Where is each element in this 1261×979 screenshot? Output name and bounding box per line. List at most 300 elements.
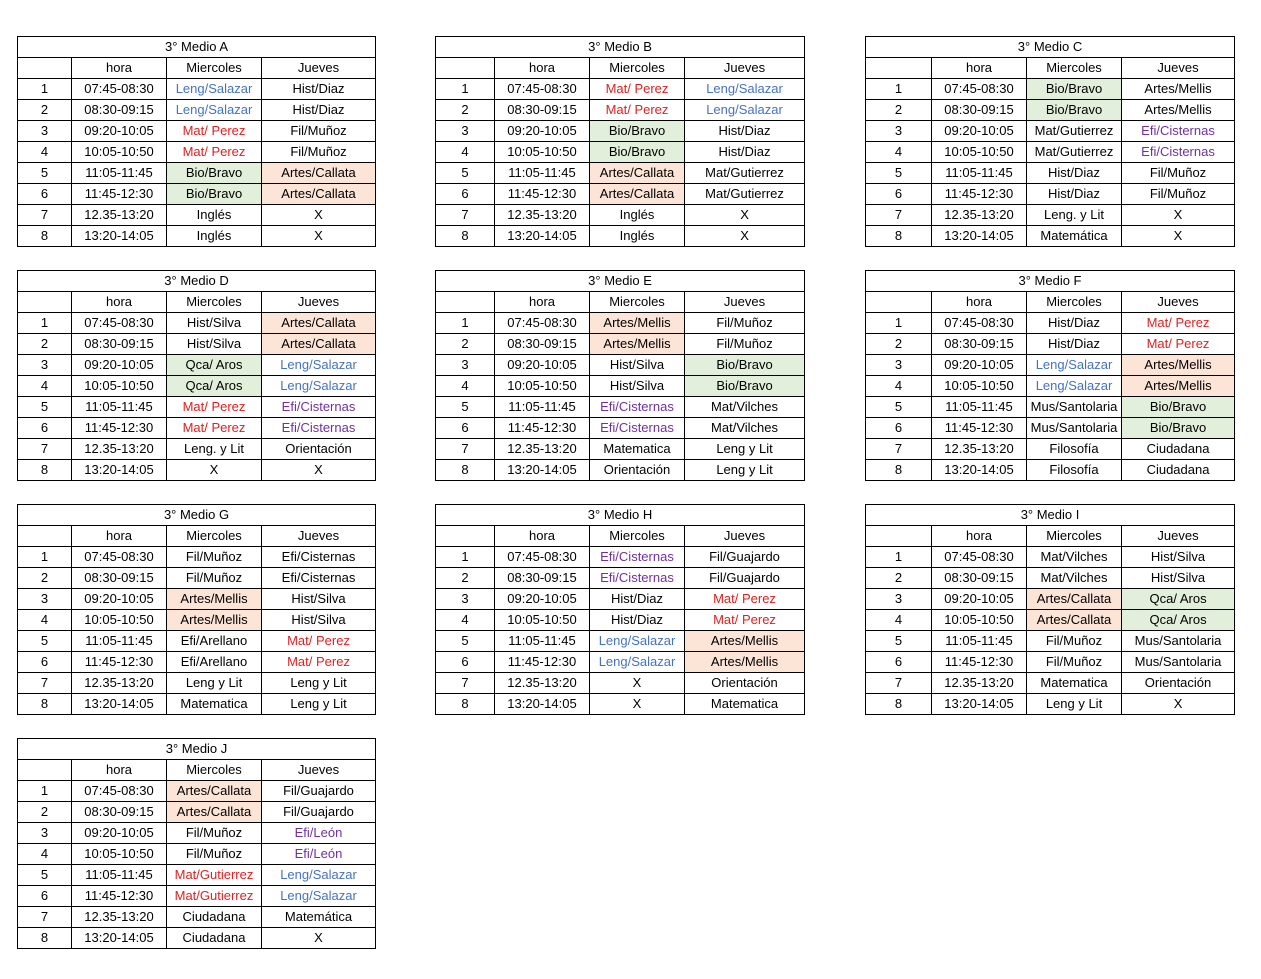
wednesday-class: X xyxy=(590,673,685,694)
wednesday-class: Mus/Santolaria xyxy=(1027,397,1122,418)
header-num xyxy=(18,292,72,313)
period-number: 4 xyxy=(436,376,495,397)
table-row xyxy=(18,121,376,142)
table-row xyxy=(18,823,376,844)
period-number: 3 xyxy=(436,589,495,610)
time-slot: 09:20-10:05 xyxy=(932,589,1027,610)
time-slot: 11:05-11:45 xyxy=(932,631,1027,652)
period-number: 5 xyxy=(18,865,72,886)
header-num xyxy=(866,526,932,547)
wednesday-class: Mat/ Perez xyxy=(167,418,262,439)
period-number: 4 xyxy=(18,610,72,631)
time-slot: 08:30-09:15 xyxy=(495,334,590,355)
time-slot: 11:05-11:45 xyxy=(932,163,1027,184)
period-number: 3 xyxy=(18,589,72,610)
thursday-class: X xyxy=(262,460,376,481)
table-row xyxy=(866,652,1235,673)
period-number: 8 xyxy=(436,460,495,481)
header-hora: hora xyxy=(72,58,167,79)
table-row xyxy=(436,631,805,652)
period-number: 5 xyxy=(866,163,932,184)
time-slot: 08:30-09:15 xyxy=(72,334,167,355)
header-miercoles: Miercoles xyxy=(167,760,262,781)
period-number: 1 xyxy=(866,313,932,334)
wednesday-class: Leng y Lit xyxy=(167,673,262,694)
time-slot: 10:05-10:50 xyxy=(72,610,167,631)
table-row xyxy=(866,568,1235,589)
wednesday-class: Leng/Salazar xyxy=(1027,355,1122,376)
thursday-class: Efi/León xyxy=(262,844,376,865)
wednesday-class: X xyxy=(590,694,685,715)
table-row xyxy=(18,865,376,886)
header-hora: hora xyxy=(932,292,1027,313)
thursday-class: Mat/ Perez xyxy=(262,652,376,673)
thursday-class: Bio/Bravo xyxy=(1122,418,1235,439)
wednesday-class: Efi/Cisternas xyxy=(590,568,685,589)
wednesday-class: Bio/Bravo xyxy=(167,184,262,205)
period-number: 1 xyxy=(436,547,495,568)
wednesday-class: Hist/Silva xyxy=(167,334,262,355)
time-slot: 07:45-08:30 xyxy=(495,313,590,334)
table-row xyxy=(18,781,376,802)
schedule-table xyxy=(435,36,805,247)
wednesday-class: Mat/ Perez xyxy=(590,100,685,121)
period-number: 7 xyxy=(18,673,72,694)
table-row xyxy=(18,886,376,907)
time-slot: 09:20-10:05 xyxy=(932,121,1027,142)
time-slot: 12.35-13:20 xyxy=(72,205,167,226)
thursday-class: Efi/Cisternas xyxy=(262,397,376,418)
thursday-class: Artes/Mellis xyxy=(1122,79,1235,100)
wednesday-class: Artes/Callata xyxy=(590,184,685,205)
header-row xyxy=(866,526,1235,547)
wednesday-class: Filosofía xyxy=(1027,460,1122,481)
table-row xyxy=(18,184,376,205)
thursday-class: X xyxy=(262,205,376,226)
period-number: 6 xyxy=(436,418,495,439)
time-slot: 08:30-09:15 xyxy=(72,568,167,589)
time-slot: 10:05-10:50 xyxy=(72,376,167,397)
table-row xyxy=(436,547,805,568)
period-number: 2 xyxy=(18,100,72,121)
thursday-class: X xyxy=(1122,694,1235,715)
table-row xyxy=(436,376,805,397)
time-slot: 13:20-14:05 xyxy=(932,694,1027,715)
table-row xyxy=(866,673,1235,694)
wednesday-class: Inglés xyxy=(167,226,262,247)
period-number: 1 xyxy=(436,313,495,334)
thursday-class: X xyxy=(262,928,376,949)
period-number: 1 xyxy=(436,79,495,100)
table-row xyxy=(436,589,805,610)
thursday-class: Leng/Salazar xyxy=(262,865,376,886)
time-slot: 10:05-10:50 xyxy=(932,610,1027,631)
time-slot: 08:30-09:15 xyxy=(932,100,1027,121)
thursday-class: Artes/Mellis xyxy=(1122,100,1235,121)
period-number: 6 xyxy=(436,652,495,673)
wednesday-class: Hist/Diaz xyxy=(1027,184,1122,205)
time-slot: 11:45-12:30 xyxy=(932,652,1027,673)
thursday-class: Bio/Bravo xyxy=(685,355,805,376)
thursday-class: X xyxy=(1122,205,1235,226)
table-row xyxy=(18,547,376,568)
thursday-class: Fil/Muñoz xyxy=(685,313,805,334)
table-title: 3° Medio E xyxy=(436,271,805,292)
schedule-table xyxy=(17,738,376,949)
table-row xyxy=(18,100,376,121)
schedule-table xyxy=(435,270,805,481)
wednesday-class: Leng/Salazar xyxy=(590,631,685,652)
wednesday-class: Qca/ Aros xyxy=(167,355,262,376)
thursday-class: Orientación xyxy=(685,673,805,694)
header-num xyxy=(18,58,72,79)
table-row xyxy=(866,376,1235,397)
period-number: 3 xyxy=(866,121,932,142)
time-slot: 13:20-14:05 xyxy=(72,928,167,949)
thursday-class: Hist/Diaz xyxy=(262,79,376,100)
table-row xyxy=(866,418,1235,439)
wednesday-class: Leng/Salazar xyxy=(590,652,685,673)
table-row xyxy=(436,418,805,439)
wednesday-class: Orientación xyxy=(590,460,685,481)
table-row xyxy=(866,121,1235,142)
period-number: 5 xyxy=(18,631,72,652)
wednesday-class: Artes/Mellis xyxy=(590,334,685,355)
thursday-class: Leng y Lit xyxy=(262,673,376,694)
time-slot: 09:20-10:05 xyxy=(72,823,167,844)
wednesday-class: Ciudadana xyxy=(167,928,262,949)
table-row xyxy=(436,397,805,418)
table-row xyxy=(18,673,376,694)
schedule-table xyxy=(17,270,376,481)
time-slot: 11:05-11:45 xyxy=(495,163,590,184)
period-number: 6 xyxy=(18,418,72,439)
table-title: 3° Medio G xyxy=(18,505,376,526)
wednesday-class: Fil/Muñoz xyxy=(167,823,262,844)
period-number: 1 xyxy=(18,313,72,334)
table-row xyxy=(866,163,1235,184)
time-slot: 12.35-13:20 xyxy=(495,673,590,694)
table-row xyxy=(866,460,1235,481)
table-row xyxy=(18,568,376,589)
time-slot: 11:05-11:45 xyxy=(72,865,167,886)
table-row xyxy=(436,610,805,631)
time-slot: 12.35-13:20 xyxy=(932,673,1027,694)
table-row xyxy=(18,439,376,460)
wednesday-class: Efi/Cisternas xyxy=(590,547,685,568)
time-slot: 10:05-10:50 xyxy=(495,610,590,631)
thursday-class: Mat/Vilches xyxy=(685,397,805,418)
thursday-class: Artes/Mellis xyxy=(685,631,805,652)
period-number: 3 xyxy=(866,589,932,610)
table-row xyxy=(436,334,805,355)
thursday-class: Fil/Muñoz xyxy=(1122,163,1235,184)
wednesday-class: Hist/Silva xyxy=(590,355,685,376)
period-number: 8 xyxy=(866,226,932,247)
table-title: 3° Medio I xyxy=(866,505,1235,526)
table-row xyxy=(18,376,376,397)
period-number: 8 xyxy=(866,460,932,481)
wednesday-class: Matemática xyxy=(1027,226,1122,247)
time-slot: 13:20-14:05 xyxy=(72,226,167,247)
wednesday-class: Leng. y Lit xyxy=(167,439,262,460)
period-number: 8 xyxy=(866,694,932,715)
wednesday-class: Artes/Mellis xyxy=(167,589,262,610)
thursday-class: Ciudadana xyxy=(1122,460,1235,481)
thursday-class: Mat/ Perez xyxy=(685,610,805,631)
thursday-class: Fil/Guajardo xyxy=(685,568,805,589)
time-slot: 12.35-13:20 xyxy=(72,673,167,694)
thursday-class: Hist/Diaz xyxy=(685,142,805,163)
thursday-class: Efi/Cisternas xyxy=(1122,142,1235,163)
header-row xyxy=(18,292,376,313)
thursday-class: Ciudadana xyxy=(1122,439,1235,460)
header-hora: hora xyxy=(72,292,167,313)
wednesday-class: Hist/Silva xyxy=(590,376,685,397)
time-slot: 11:05-11:45 xyxy=(72,163,167,184)
time-slot: 11:45-12:30 xyxy=(495,418,590,439)
header-num xyxy=(866,58,932,79)
period-number: 6 xyxy=(18,652,72,673)
table-row xyxy=(436,121,805,142)
header-jueves: Jueves xyxy=(262,292,376,313)
wednesday-class: Fil/Muñoz xyxy=(167,547,262,568)
header-jueves: Jueves xyxy=(685,292,805,313)
time-slot: 08:30-09:15 xyxy=(932,334,1027,355)
wednesday-class: Leng/Salazar xyxy=(167,79,262,100)
period-number: 5 xyxy=(866,631,932,652)
wednesday-class: Hist/Diaz xyxy=(590,589,685,610)
header-hora: hora xyxy=(932,526,1027,547)
wednesday-class: Artes/Callata xyxy=(167,802,262,823)
wednesday-class: Artes/Mellis xyxy=(590,313,685,334)
time-slot: 13:20-14:05 xyxy=(495,694,590,715)
thursday-class: Mat/ Perez xyxy=(1122,313,1235,334)
header-hora: hora xyxy=(72,526,167,547)
period-number: 2 xyxy=(436,568,495,589)
wednesday-class: Artes/Callata xyxy=(1027,610,1122,631)
period-number: 1 xyxy=(866,547,932,568)
thursday-class: Leng/Salazar xyxy=(685,79,805,100)
header-miercoles: Miercoles xyxy=(1027,526,1122,547)
thursday-class: Leng y Lit xyxy=(685,439,805,460)
schedule-table xyxy=(17,504,376,715)
period-number: 2 xyxy=(436,334,495,355)
thursday-class: Fil/Guajardo xyxy=(262,802,376,823)
table-row xyxy=(436,355,805,376)
time-slot: 11:45-12:30 xyxy=(72,418,167,439)
wednesday-class: Matematica xyxy=(167,694,262,715)
period-number: 3 xyxy=(18,121,72,142)
thursday-class: Hist/Diaz xyxy=(685,121,805,142)
thursday-class: Mat/Gutierrez xyxy=(685,163,805,184)
period-number: 7 xyxy=(866,205,932,226)
header-row xyxy=(866,58,1235,79)
wednesday-class: Artes/Callata xyxy=(590,163,685,184)
table-row xyxy=(18,205,376,226)
header-num xyxy=(436,58,495,79)
wednesday-class: Fil/Muñoz xyxy=(167,844,262,865)
time-slot: 08:30-09:15 xyxy=(72,100,167,121)
period-number: 4 xyxy=(18,376,72,397)
header-row xyxy=(18,760,376,781)
time-slot: 10:05-10:50 xyxy=(495,376,590,397)
time-slot: 07:45-08:30 xyxy=(72,781,167,802)
period-number: 8 xyxy=(436,226,495,247)
table-row xyxy=(18,163,376,184)
table-row xyxy=(866,334,1235,355)
period-number: 3 xyxy=(18,355,72,376)
time-slot: 10:05-10:50 xyxy=(72,142,167,163)
header-miercoles: Miercoles xyxy=(1027,292,1122,313)
table-row xyxy=(866,589,1235,610)
table-row xyxy=(18,79,376,100)
table-row xyxy=(866,184,1235,205)
thursday-class: X xyxy=(685,205,805,226)
period-number: 7 xyxy=(866,439,932,460)
thursday-class: Artes/Callata xyxy=(262,313,376,334)
thursday-class: X xyxy=(1122,226,1235,247)
table-row xyxy=(866,79,1235,100)
time-slot: 12.35-13:20 xyxy=(72,439,167,460)
wednesday-class: Artes/Callata xyxy=(167,781,262,802)
time-slot: 10:05-10:50 xyxy=(495,142,590,163)
table-row xyxy=(436,79,805,100)
time-slot: 08:30-09:15 xyxy=(495,100,590,121)
table-row xyxy=(866,205,1235,226)
wednesday-class: Matematica xyxy=(1027,673,1122,694)
thursday-class: Bio/Bravo xyxy=(1122,397,1235,418)
table-title: 3° Medio H xyxy=(436,505,805,526)
wednesday-class: Hist/Diaz xyxy=(1027,163,1122,184)
period-number: 7 xyxy=(866,673,932,694)
period-number: 2 xyxy=(18,334,72,355)
thursday-class: Fil/Guajardo xyxy=(685,547,805,568)
thursday-class: Fil/Guajardo xyxy=(262,781,376,802)
period-number: 8 xyxy=(18,928,72,949)
header-row xyxy=(436,526,805,547)
period-number: 5 xyxy=(436,163,495,184)
table-row xyxy=(18,907,376,928)
wednesday-class: X xyxy=(167,460,262,481)
thursday-class: Mat/ Perez xyxy=(685,589,805,610)
period-number: 1 xyxy=(866,79,932,100)
table-title: 3° Medio A xyxy=(18,37,376,58)
header-row xyxy=(18,58,376,79)
header-hora: hora xyxy=(495,58,590,79)
wednesday-class: Inglés xyxy=(590,205,685,226)
period-number: 6 xyxy=(18,184,72,205)
period-number: 7 xyxy=(436,673,495,694)
table-row xyxy=(18,397,376,418)
time-slot: 09:20-10:05 xyxy=(495,355,590,376)
header-jueves: Jueves xyxy=(685,58,805,79)
header-num xyxy=(18,760,72,781)
table-row xyxy=(18,460,376,481)
table-row xyxy=(436,142,805,163)
thursday-class: Qca/ Aros xyxy=(1122,610,1235,631)
period-number: 5 xyxy=(436,631,495,652)
period-number: 7 xyxy=(436,205,495,226)
time-slot: 12.35-13:20 xyxy=(495,205,590,226)
wednesday-class: Inglés xyxy=(167,205,262,226)
period-number: 6 xyxy=(866,184,932,205)
table-row xyxy=(436,439,805,460)
thursday-class: Leng/Salazar xyxy=(262,886,376,907)
wednesday-class: Leng. y Lit xyxy=(1027,205,1122,226)
thursday-class: Matematica xyxy=(685,694,805,715)
header-miercoles: Miercoles xyxy=(167,58,262,79)
time-slot: 11:45-12:30 xyxy=(495,184,590,205)
wednesday-class: Mat/Gutierrez xyxy=(1027,121,1122,142)
table-row xyxy=(18,226,376,247)
time-slot: 12.35-13:20 xyxy=(495,439,590,460)
header-miercoles: Miercoles xyxy=(167,292,262,313)
wednesday-class: Bio/Bravo xyxy=(590,121,685,142)
time-slot: 09:20-10:05 xyxy=(72,589,167,610)
thursday-class: Mat/Vilches xyxy=(685,418,805,439)
time-slot: 12.35-13:20 xyxy=(932,439,1027,460)
wednesday-class: Artes/Callata xyxy=(1027,589,1122,610)
period-number: 8 xyxy=(18,460,72,481)
period-number: 4 xyxy=(866,376,932,397)
header-hora: hora xyxy=(932,58,1027,79)
schedule-table xyxy=(17,36,376,247)
wednesday-class: Fil/Muñoz xyxy=(1027,652,1122,673)
period-number: 5 xyxy=(866,397,932,418)
thursday-class: X xyxy=(685,226,805,247)
wednesday-class: Mat/ Perez xyxy=(167,397,262,418)
wednesday-class: Mat/ Perez xyxy=(167,142,262,163)
wednesday-class: Mat/Vilches xyxy=(1027,568,1122,589)
wednesday-class: Mat/Vilches xyxy=(1027,547,1122,568)
period-number: 8 xyxy=(18,226,72,247)
table-row xyxy=(436,652,805,673)
time-slot: 09:20-10:05 xyxy=(932,355,1027,376)
time-slot: 13:20-14:05 xyxy=(72,460,167,481)
table-title: 3° Medio B xyxy=(436,37,805,58)
wednesday-class: Inglés xyxy=(590,226,685,247)
period-number: 6 xyxy=(866,652,932,673)
wednesday-class: Ciudadana xyxy=(167,907,262,928)
table-row xyxy=(866,610,1235,631)
time-slot: 13:20-14:05 xyxy=(932,226,1027,247)
period-number: 3 xyxy=(436,355,495,376)
wednesday-class: Bio/Bravo xyxy=(1027,100,1122,121)
time-slot: 13:20-14:05 xyxy=(495,460,590,481)
time-slot: 13:20-14:05 xyxy=(932,460,1027,481)
wednesday-class: Mat/Gutierrez xyxy=(167,865,262,886)
table-row xyxy=(436,568,805,589)
thursday-class: Hist/Silva xyxy=(262,589,376,610)
table-row xyxy=(18,928,376,949)
period-number: 2 xyxy=(436,100,495,121)
thursday-class: Leng/Salazar xyxy=(262,376,376,397)
time-slot: 11:05-11:45 xyxy=(932,397,1027,418)
thursday-class: Efi/Cisternas xyxy=(262,418,376,439)
period-number: 4 xyxy=(866,142,932,163)
table-row xyxy=(18,610,376,631)
thursday-class: Efi/León xyxy=(262,823,376,844)
period-number: 1 xyxy=(18,781,72,802)
table-row xyxy=(436,673,805,694)
period-number: 2 xyxy=(866,100,932,121)
wednesday-class: Mus/Santolaria xyxy=(1027,418,1122,439)
header-jueves: Jueves xyxy=(262,526,376,547)
time-slot: 07:45-08:30 xyxy=(72,547,167,568)
time-slot: 11:05-11:45 xyxy=(495,631,590,652)
time-slot: 12.35-13:20 xyxy=(72,907,167,928)
